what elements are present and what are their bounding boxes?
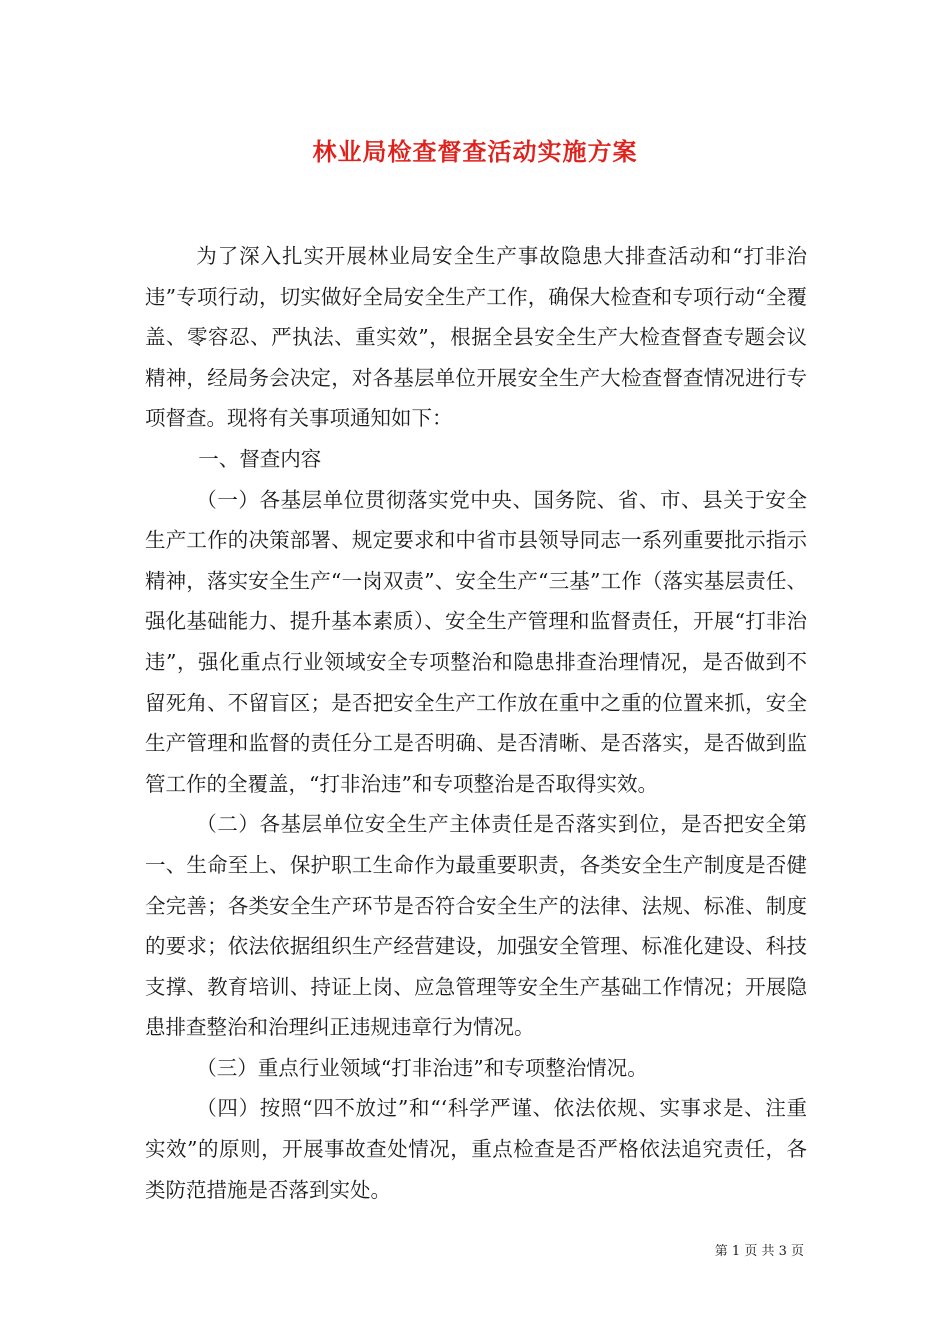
item-paragraph-1: （一）各基层单位贯彻落实党中央、国务院、省、市、县关于安全生产工作的决策部署、规定要求和中省市县领导同志一系列重要批示指示精神，落实安全生产“一岗双责”、安全生产“三基”工作（落实基层责任、强化基础能力、提升基本素质）、安全生产管理和监督责任，开展“打非治违”，强化重点行业领域安全专项整治和隐患排查治理情况，是否做到不留死角、不留盲区；是否把安全生产工作放在重中之重的位置来抓，安全生产管理和监督的责任分工是否明确、是否清晰、是否落实，是否做到监管工作的全覆盖，“打非治违”和专项整治是否取得实效。 [145,487,807,796]
section-heading: 一、督查内容 [198,446,322,471]
item-paragraph-3: （三）重点行业领域“打非治违”和专项整治情况。 [196,1055,648,1080]
item-paragraph-2: （二）各基层单位安全生产主体责任是否落实到位，是否把安全第一、生命至上、保护职工生命作为最重要职责，各类安全生产制度是否健全完善；各类安全生产环节是否符合安全生产的法律、法规、标准、制度的要求；依法依据组织生产经营建设，加强安全管理、标准化建设、科技支撑、教育培训、持证上岗、应急管理等安全生产基础工作情况；开展隐患排查整治和治理纠正违规违章行为情况。 [145,812,807,1040]
intro-paragraph: 为了深入扎实开展林业局安全生产事故隐患大排查活动和“打非治违”专项行动，切实做好全局安全生产工作，确保大检查和专项行动“全覆盖、零容忍、严执法、重实效”，根据全县安全生产大检查督查专题会议精神，经局务会决定，对各基层单位开展安全生产大检查督查情况进行专项督查。现将有关事项通知如下： [145,244,807,431]
document-body [145,236,807,1210]
document-title: 林业局检查督查活动实施方案 [312,137,638,166]
item-paragraph-4: （四）按照“四不放过”和“‘科学严谨、依法依规、实事求是、注重实效”的原则，开展事故查处情况，重点检查是否严格依法追究责任，各类防范措施是否落到实处。 [145,1096,807,1202]
page-number: 第 1 页 共 3 页 [714,1244,804,1259]
